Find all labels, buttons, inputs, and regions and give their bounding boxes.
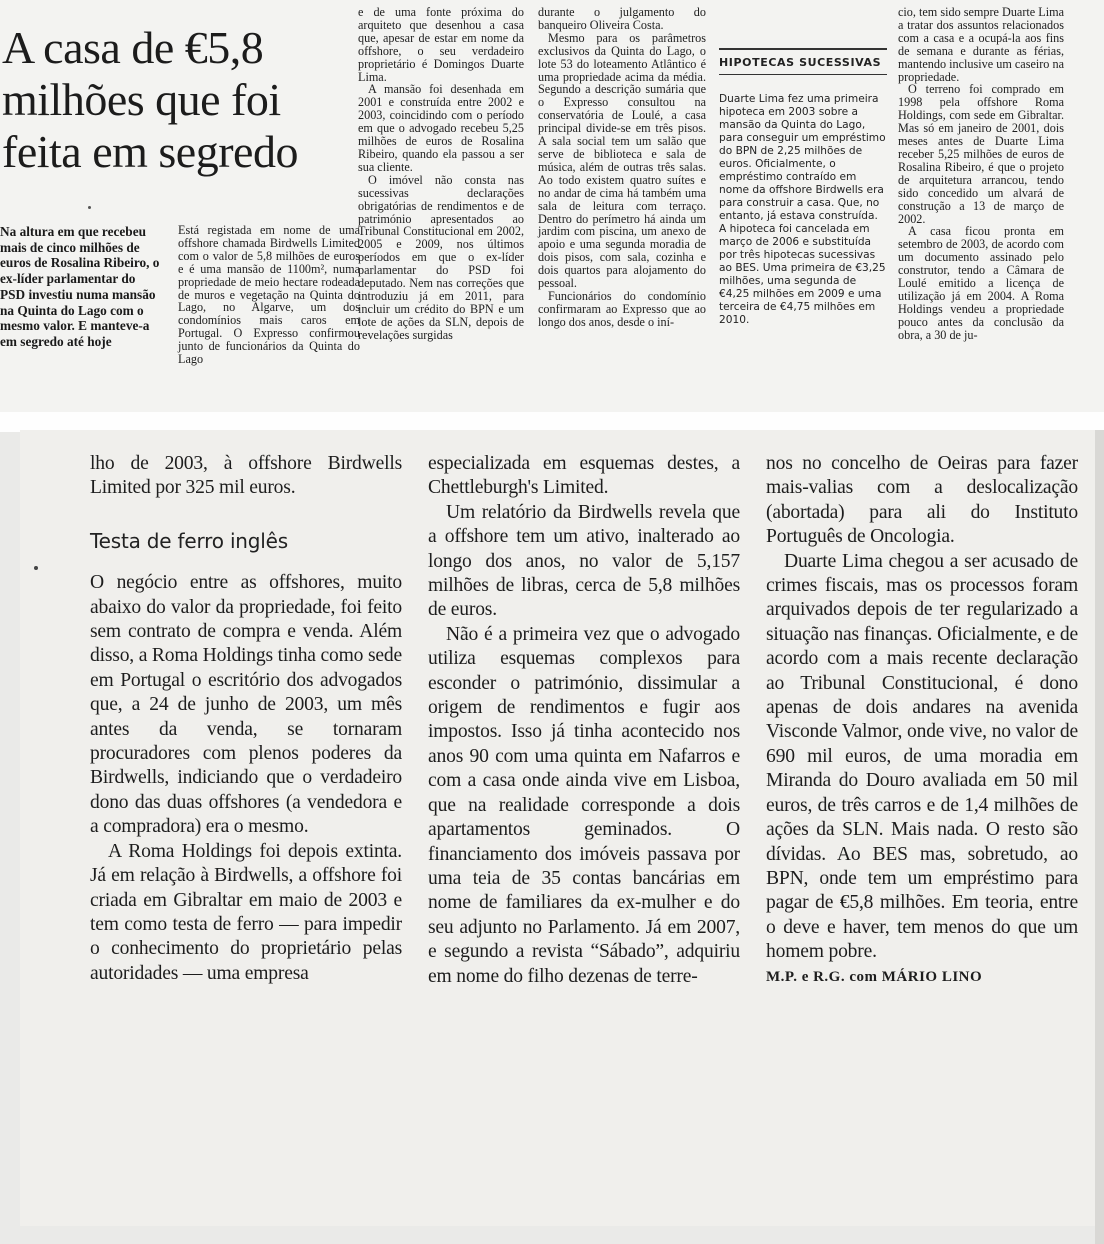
subheading: Testa de ferro inglês [90, 528, 288, 553]
paragraph: A Roma Holdings foi depois extinta. Já em relação à Birdwells, a offshore foi criada em Gibraltar em maio de 2003 e tem como testa de ferro — para impedir o conhecimento do proprietário pelas autoridades — uma empresa [90, 840, 402, 984]
headline: A casa de €5,8 milhões que foi feita em segredo [2, 22, 298, 177]
paragraph: O negócio entre as offshores, muito abaixo do valor da propriedade, foi feito sem contrato de compra e venda. Além disso, a Roma Holdings tinha como sede em Portugal o escritório dos advogados que, a 24 de junho de 2003, um mês antes da venda, se tornaram procuradores com plenos poderes da Birdwells, indiciando que o verdadeiro dono das duas offshores (a vendedora e a compradora) era o mesmo. [90, 572, 402, 838]
lead-paragraph: Na altura em que recebeu mais de cinco milhões de euros de Rosalina Ribeiro, o ex-líder parlamentar do PSD investiu numa mansão na Quinta do Lago com o mesmo valor. E manteve-a em segredo até hoje [0, 224, 160, 349]
bottom-column-1 [90, 452, 402, 986]
bottom-column-2 [428, 452, 740, 989]
paragraph: Duarte Lima chegou a ser acusado de crimes fiscais, mas os processos foram arquivados depois de ter regularizado a situação nas finanças. Oficialmente, e de acordo com a mais recente declaração ao Tribunal Constitucional, é dono apenas de dois andares na avenida Visconde Valmor, onde vive, no valor de 690 mil euros, de uma moradia em Miranda do Douro avaliada em 50 mil euros, de três carros e de 1,4 milhões de ações da SLN. Mais nada. O resto são dívidas. Ao BES mas, sobretudo, ao BPN, onde tem um empréstimo para pagar de €5,8 milhões. Em teoria, entre o deve e haver, tem menos do que um homem pobre. [766, 550, 1078, 963]
paragraph: Não é a primeira vez que o advogado utiliza esquemas complexos para esconder o património, dissimular a origem de rendimentos e fugir aos impostos. Isso já tinha acontecido nos anos 90 com uma quinta em Nafarros e com a casa onde ainda vive em Lisboa, que na realidade corresponde a dois apartamentos geminados. O financiamento dos imóveis passava por uma teia de 35 contas bancárias em nome de familiares da ex-mulher e do seu adjunto no Parlamento. Já em 2007, e segundo a revista “Sábado”, adquiriu em nome do filho dezenas de terre- [428, 623, 740, 987]
scan-edge [1095, 430, 1104, 1244]
paragraph: O imóvel não consta nas sucessivas declarações obrigatórias de rendimentos e de património apresentados ao Tribunal Constitucional em 2002, 2005 e 2009, nos últimos períodos em que o ex-líder parlamentar do PSD foi deputado. Nem nas correções que introduziu já em 2011, para incluir um crédito do BPN e um lote de ações da SLN, depois de revelações surgidas [358, 172, 524, 342]
paragraph: O terreno foi comprado em 1998 pela offshore Roma Holdings, com sede em Gibraltar. Mas só em janeiro de 2001, dois meses antes de Duarte Lima receber 5,25 milhões de euros de Rosalina Ribeiro, é que o projeto de arquitetura arrancou, tendo sido concedido um alvará de construção a 13 de março de 2002. [898, 82, 1064, 226]
paragraph: Funcionários do condomínio confirmaram ao Expresso que ao longo dos anos, desde o iní- [538, 288, 706, 329]
article-top-section [0, 0, 1104, 412]
bullet-dot [34, 566, 38, 570]
page-seam [0, 412, 1104, 432]
paragraph: Mesmo para os parâmetros exclusivos da Quinta do Lago, o lote 53 do loteamento Atlântico é uma propriedade acima da média. Segundo a descrição sumária que o Expresso consultou na conservatória de Loulé, a casa principal divide-se em três pisos. A sala social tem um salão que serve de biblioteca e sala de música, além de outras três salas. Ao todo existem quatro suítes e no andar de cima há também uma sala de leitura com terraço. Dentro do perímetro há ainda um jardim com piscina, um anexo de apoio e uma segunda moradia de dois pisos, com sala, cozinha e dois quartos para alojamento do pessoal. [538, 30, 706, 291]
bottom-column-3 [766, 452, 1078, 989]
bullet-dot [88, 206, 91, 209]
paragraph: nos no concelho de Oeiras para fazer mais-valias com a deslocalização (abortada) para ali do Instituto Português de Oncologia. [766, 453, 1078, 548]
byline-signature: M.P. e R.G. com MÁRIO LINO [766, 968, 983, 985]
paragraph: durante o julgamento do banqueiro Oliveira Costa. [538, 5, 706, 32]
sidebar-box-body: Duarte Lima fez uma primeira hipoteca em 2003 sobre a mansão da Quinta do Lago, para conseguir um empréstimo do BPN de 2,25 milhões de euros. Oficialmente, o empréstimo contraído em nome da offshore Birdwells era para construir a casa. Que, no entanto, já estava construída. A hipoteca foi cancelada em março de 2006 e substituída por três hipotecas sucessivas ao BES. Uma primeira de €3,25 milhões, uma segunda de €4,25 milhões em 2009 e uma terceira de €4,75 milhões em 2010. [719, 93, 886, 326]
sidebar-box [719, 48, 887, 327]
paragraph: A casa ficou pronta em setembro de 2003, de acordo com um documento assinado pelo construtor, tendo a Câmara de Loulé emitido a licença de utilização já em 2004. A Roma Holdings vendeu a propriedade pouco antes da conclusão da obra, a 30 de ju- [898, 224, 1064, 342]
paragraph: e de uma fonte próxima do arquiteto que desenhou a casa que, apesar de estar em nome da offshore, o seu verdadeiro proprietário é Domingos Duarte Lima. [358, 5, 524, 84]
top-column-1 [178, 224, 360, 366]
top-column-5 [898, 6, 1064, 342]
top-column-3 [538, 6, 706, 329]
paragraph: A mansão foi desenhada em 2001 e construída entre 2002 e 2003, coincidindo com o período em que o advogado recebeu 5,25 milhões de euros de Rosalina Ribeiro, quando ela passou a ser sua cliente. [358, 82, 524, 174]
article-bottom-section [20, 430, 1095, 1226]
paragraph: Um relatório da Birdwells revela que a offshore tem um ativo, inalterado ao longo dos anos, no valor de 5,157 milhões de libras, cerca de 5,8 milhões de euros. [428, 501, 740, 621]
paragraph: cio, tem sido sempre Duarte Lima a tratar dos assuntos relacionados com a casa e a ocupá-la aos fins de semana e durante as férias, mantendo inclusive um caseiro na propriedade. [898, 5, 1064, 84]
paragraph: Está registada em nome de uma offshore chamada Birdwells Limited com o valor de 5,8 milhões de euros e é uma mansão de 1100m², numa propriedade de meio hectare rodeada de muros e vegetação na Quinta do Lago, no Algarve, um dos condomínios mais caros em Portugal. O Expresso confirmou junto de funcionários da Quinta do Lago [178, 223, 360, 367]
top-column-2 [358, 6, 524, 342]
paragraph: lho de 2003, à offshore Birdwells Limited por 325 mil euros. [90, 453, 402, 499]
paragraph: especializada em esquemas destes, a Chettleburgh's Limited. [428, 453, 740, 499]
sidebar-box-title: HIPOTECAS SUCESSIVAS [719, 48, 887, 75]
